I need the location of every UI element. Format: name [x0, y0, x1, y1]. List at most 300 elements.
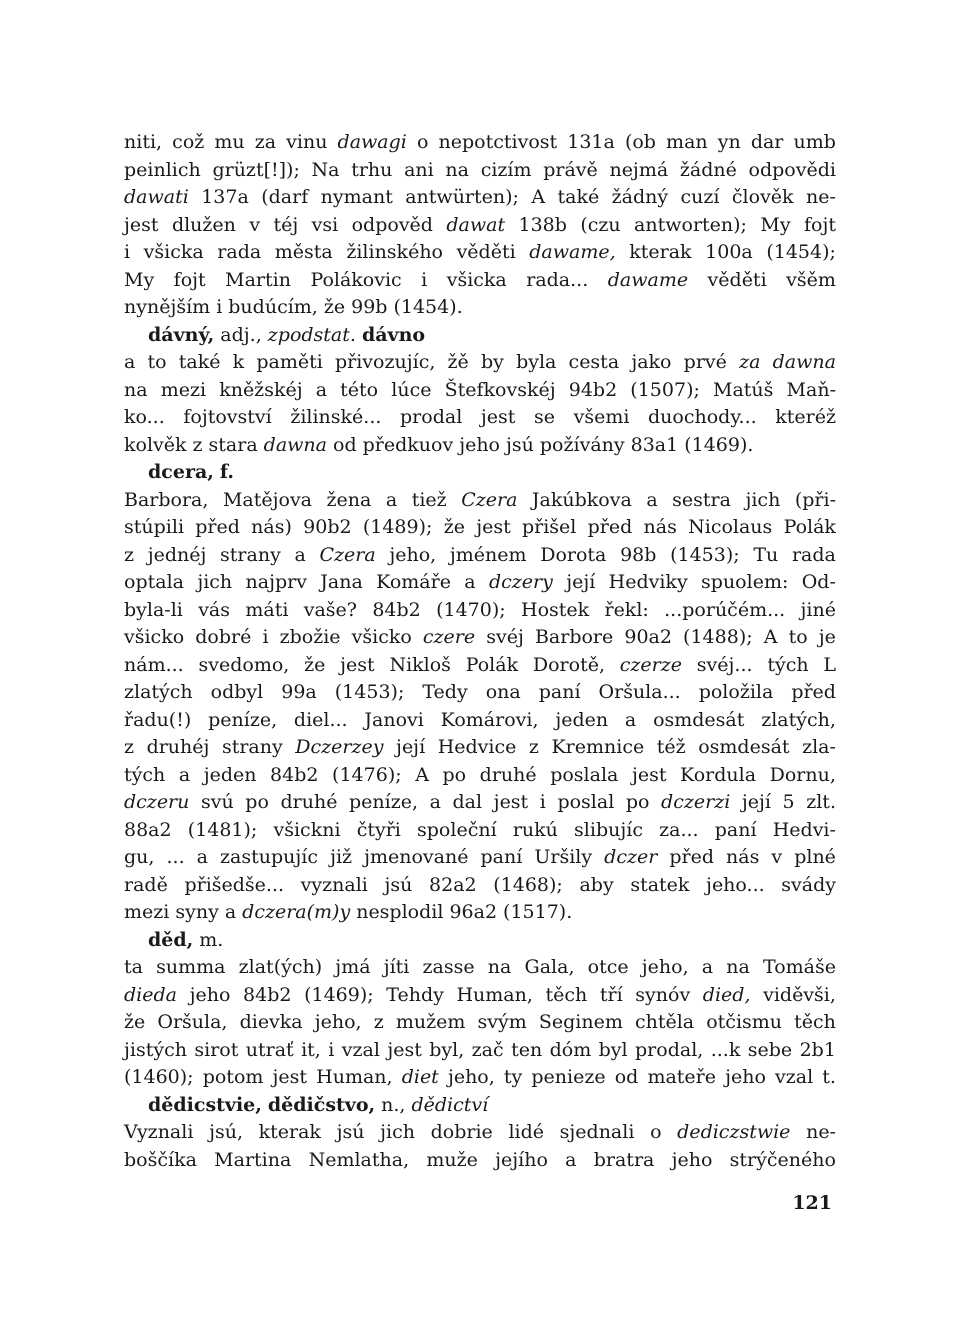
word: požívány — [539, 433, 625, 456]
word: všickni — [273, 818, 341, 841]
word: že — [304, 653, 326, 676]
word: antwürten); — [405, 186, 519, 208]
word: zbožie — [279, 626, 341, 648]
entry-headword-line — [124, 322, 836, 350]
word: tých — [767, 653, 809, 676]
word: kterak — [258, 1121, 321, 1143]
text-line — [124, 129, 836, 157]
word: Maň- — [786, 378, 836, 401]
word: Human, — [316, 1066, 393, 1088]
word: Komárovi, — [440, 708, 539, 731]
word: po — [442, 763, 467, 786]
word: adj., — [220, 323, 262, 346]
word: potom — [202, 1066, 264, 1088]
word: jich — [745, 488, 781, 511]
word: čtyři — [356, 818, 401, 841]
word: gu, — [124, 846, 155, 868]
word: jmá — [335, 956, 371, 978]
word: peinlich — [124, 158, 201, 181]
word: byla-li — [124, 598, 183, 621]
word: viděvši, — [763, 983, 836, 1006]
word: po — [245, 791, 269, 813]
word: summa — [156, 956, 226, 978]
word: jménem — [449, 543, 527, 566]
word: Dorotě, — [532, 653, 605, 676]
word: duochody... — [648, 406, 757, 428]
word: přivozujíc, — [334, 351, 436, 373]
word: prodal, — [635, 1038, 704, 1061]
word: že — [323, 296, 346, 318]
text-line — [124, 349, 836, 377]
word: Hedviky — [608, 571, 688, 593]
word: odpovědi — [748, 158, 836, 181]
word: jeho — [189, 983, 231, 1006]
word: radě — [124, 873, 168, 896]
word: penieze — [531, 1066, 606, 1088]
word: peníze, — [349, 791, 419, 813]
text-line — [124, 377, 836, 405]
word: všicka — [446, 268, 507, 291]
word: Hedvi- — [772, 818, 836, 841]
word: boščíka — [124, 1148, 197, 1171]
word: byla — [516, 351, 557, 373]
text-line — [124, 1009, 836, 1037]
word: grüzt[!]); — [212, 158, 300, 181]
word: Barbora, — [124, 488, 209, 511]
word: paní — [714, 818, 757, 841]
text-line — [124, 1119, 836, 1147]
word: Nicolaus — [688, 516, 773, 538]
word: byl, — [429, 1038, 465, 1061]
word: svéj — [486, 626, 524, 648]
text-line — [124, 294, 836, 322]
word: svú — [200, 791, 234, 813]
word: jsú — [506, 433, 534, 456]
text-line — [124, 652, 836, 680]
word: právě — [543, 158, 598, 181]
word: a — [624, 708, 637, 731]
word: prvé — [683, 351, 727, 373]
word: odbyl — [210, 681, 264, 703]
word: synóv — [635, 983, 691, 1006]
word: dlužen — [171, 213, 236, 236]
word: slibujíc — [574, 818, 643, 841]
word: cesta — [568, 351, 620, 373]
word: Vyznali — [124, 1121, 194, 1143]
word: druhé — [479, 763, 537, 786]
word: ona — [485, 681, 521, 703]
word: jest — [480, 406, 516, 428]
word: jest — [387, 1038, 422, 1061]
word: věděti — [707, 268, 767, 291]
italic-word: dediczstwie — [677, 1121, 791, 1143]
word: ...porúčém... — [664, 598, 786, 621]
word: niti, — [124, 131, 163, 153]
headword: děd, — [148, 928, 194, 951]
word: ani — [404, 158, 434, 181]
text-line — [124, 487, 836, 515]
word: že — [443, 516, 465, 538]
word: člověk — [731, 186, 794, 208]
word: položila — [698, 681, 774, 703]
word: (1517). — [503, 901, 573, 923]
dictionary-page — [124, 129, 836, 1174]
word: dievka — [239, 1011, 303, 1033]
word: aby — [579, 873, 614, 896]
word: (1488); — [683, 626, 753, 648]
word: Od- — [801, 571, 836, 593]
italic-word: dědictví — [411, 1093, 489, 1116]
word: před — [195, 516, 240, 538]
word: Tedy — [422, 681, 468, 703]
word: vaše? — [303, 598, 357, 621]
word: před — [791, 681, 836, 703]
word: 131a — [567, 131, 615, 153]
word: jsú — [336, 1121, 365, 1143]
word: poslal — [557, 791, 615, 813]
word: 84b2 — [270, 763, 319, 786]
word: i — [421, 268, 428, 291]
word: lúce — [391, 378, 432, 401]
word: (czu — [580, 213, 621, 236]
word: téj — [273, 213, 299, 236]
word: jeho, — [447, 1066, 495, 1088]
word: též — [656, 736, 686, 758]
entry-headword-line — [124, 459, 836, 487]
word: o — [650, 1121, 662, 1143]
word: man — [666, 131, 708, 153]
word: ne- — [805, 186, 836, 208]
word: (1476); — [332, 763, 402, 786]
word: 99a — [281, 681, 317, 703]
word: nás) — [251, 516, 292, 538]
word: máti — [245, 598, 289, 621]
word: cuzí — [680, 186, 720, 208]
word: zasse — [422, 956, 475, 978]
word: 94b2 — [568, 378, 618, 401]
italic-word: dczery — [488, 571, 553, 593]
word: n., — [381, 1093, 406, 1116]
text-line — [124, 267, 836, 295]
word: fojt — [803, 213, 836, 236]
word: poslala — [550, 763, 619, 786]
text-line — [124, 982, 836, 1010]
word: strýčeného — [729, 1148, 836, 1171]
headword: dědicstvie, — [148, 1093, 262, 1116]
word: rada — [791, 543, 836, 566]
word: byl — [598, 1038, 628, 1061]
word: zač — [471, 1038, 504, 1061]
word: 90a2 — [624, 626, 672, 648]
word: z — [124, 543, 135, 566]
italic-word: dczerzi — [661, 791, 731, 813]
word: dóm — [549, 1038, 592, 1061]
word: jich — [380, 1121, 415, 1143]
word: kterak — [629, 241, 692, 263]
word: jíti — [383, 956, 410, 978]
word: a — [565, 1148, 577, 1171]
word: i — [124, 241, 131, 263]
word: její — [566, 571, 596, 593]
headword: dávno — [361, 323, 426, 346]
word: mezi — [124, 901, 170, 923]
word: Uršily — [534, 846, 593, 868]
word: žilinského — [346, 241, 443, 263]
text-line — [124, 954, 836, 982]
word: stúpili — [124, 516, 185, 538]
word: sirot — [194, 1038, 239, 1061]
text-line — [124, 844, 836, 872]
word: zlatých, — [761, 708, 836, 731]
word: zlt. — [806, 791, 836, 813]
word: jako — [631, 351, 672, 373]
word: této — [340, 378, 379, 401]
word: Nikloš — [389, 653, 451, 676]
italic-word: za — [739, 351, 761, 373]
word: Tehdy — [386, 983, 444, 1006]
word: budúcím, — [228, 296, 318, 318]
word: syny — [175, 901, 219, 923]
entry-headword-line — [124, 1092, 836, 1120]
italic-word: dawame, — [529, 241, 616, 263]
word: mateře — [647, 1066, 716, 1088]
word: také — [178, 351, 221, 373]
word: 90b2 — [303, 516, 352, 538]
word: 84b2 — [243, 983, 292, 1006]
word: z — [192, 433, 203, 456]
word: vsi — [311, 213, 339, 236]
text-line — [124, 432, 836, 460]
word: (při- — [794, 488, 836, 511]
word: spuolem: — [701, 571, 789, 593]
word: všemi — [573, 406, 630, 428]
word: 88a2 — [124, 818, 172, 841]
word: A — [763, 626, 778, 648]
word: strany — [220, 543, 281, 566]
word: yn — [717, 131, 741, 153]
word: muže — [426, 1148, 478, 1171]
italic-word: czere — [422, 626, 476, 648]
word: řekl: — [604, 598, 649, 621]
word: v — [249, 213, 261, 236]
word: (ob — [624, 131, 656, 153]
italic-word: dieda — [124, 983, 177, 1006]
word: ko... — [124, 406, 165, 428]
text-line — [124, 707, 836, 735]
word: jeden — [555, 708, 609, 731]
word: jeho, — [389, 543, 437, 566]
word: společní — [417, 818, 497, 841]
headword: f. — [219, 461, 235, 483]
italic-word: dawna — [263, 433, 327, 456]
word: jejího — [495, 1148, 548, 1171]
word: vzal — [775, 1066, 814, 1088]
word: 5 — [782, 791, 795, 813]
word: nám... — [124, 653, 184, 676]
text-line — [124, 184, 836, 212]
word: a — [124, 351, 136, 373]
word: 137a — [201, 186, 249, 208]
italic-word: dawame — [607, 268, 689, 291]
word: osmdesát — [698, 736, 790, 758]
word: na — [726, 956, 750, 978]
word: sestra — [672, 488, 731, 511]
word: všěm — [786, 268, 836, 291]
word: jistých — [124, 1038, 187, 1061]
word: mužem — [395, 1011, 466, 1033]
word: Martina — [214, 1148, 292, 1171]
word: dobré — [195, 626, 252, 648]
word: i — [328, 1038, 335, 1061]
word: nesplodil — [356, 901, 444, 923]
word: 100a — [705, 241, 753, 263]
word: 83a1 — [630, 433, 679, 456]
word: a — [294, 543, 306, 566]
word: najprv — [245, 571, 307, 593]
word: utrať — [245, 1038, 294, 1061]
word: A — [531, 186, 546, 208]
word: 84b2 — [372, 598, 421, 621]
text-line — [124, 872, 836, 900]
word: Martin — [225, 268, 291, 291]
text-line — [124, 789, 836, 817]
word: (1468); — [493, 873, 563, 896]
word: přišedše... — [184, 873, 285, 896]
word: na — [487, 956, 512, 978]
word: (1454). — [393, 296, 463, 318]
word: svády — [781, 873, 836, 896]
word: a — [385, 488, 398, 511]
word: Seginem — [538, 1011, 623, 1033]
word: těch — [545, 983, 588, 1006]
word: a — [224, 901, 237, 923]
word: jeho, — [314, 1011, 362, 1033]
word: vás — [198, 598, 231, 621]
word: vyznali — [300, 873, 368, 896]
word: (1469); — [304, 983, 374, 1006]
word: dal — [452, 791, 483, 813]
text-line — [124, 624, 836, 652]
word: a — [315, 378, 328, 401]
italic-word: dawat — [446, 213, 506, 236]
word: jeho — [671, 1148, 713, 1171]
word: (1481); — [187, 818, 258, 841]
word: L — [823, 653, 836, 676]
word: (darf — [261, 186, 309, 208]
word: žádný — [611, 186, 669, 208]
text-line — [124, 734, 836, 762]
word: t. — [822, 1066, 836, 1088]
word: nás — [726, 846, 760, 868]
word: mezi — [160, 378, 207, 401]
word: Jana — [320, 571, 363, 593]
word: což — [172, 131, 205, 153]
word: Matúš — [713, 378, 774, 401]
word: sjednali — [559, 1121, 635, 1143]
italic-word: dczeru — [124, 791, 190, 813]
entry-headword-line — [124, 927, 836, 955]
word: všicka — [143, 241, 204, 263]
word: již — [330, 846, 353, 868]
word: nejmá — [609, 158, 669, 181]
text-line — [124, 817, 836, 845]
word: zlatých — [124, 681, 193, 703]
page-number: 121 — [792, 1192, 832, 1214]
word: přišel — [521, 516, 577, 538]
word: vzal — [341, 1038, 380, 1061]
word: strany — [221, 736, 283, 758]
word: m. — [199, 928, 224, 951]
word: lidé — [508, 1121, 544, 1143]
text-line — [124, 1147, 836, 1175]
word: (1453); — [670, 543, 740, 566]
word: bratra — [593, 1148, 655, 1171]
word: (1454); — [766, 241, 836, 263]
word: jeden — [203, 763, 257, 786]
word: za — [254, 131, 277, 153]
word: nynějším — [124, 296, 211, 318]
italic-word: dczera(m)y — [242, 901, 351, 923]
word: statek — [630, 873, 690, 896]
word: jmenované — [364, 846, 469, 868]
word: jest — [340, 653, 375, 676]
italic-word: dawagi — [337, 131, 407, 153]
word: od — [614, 1066, 639, 1088]
word: zastupujíc — [220, 846, 319, 868]
word: se — [534, 406, 555, 428]
word: Human, — [456, 983, 533, 1006]
word: Dorota — [540, 543, 607, 566]
word: také — [557, 186, 600, 208]
word: jsú, — [209, 1121, 243, 1143]
word: by — [480, 351, 504, 373]
word: (1460); — [124, 1066, 194, 1088]
text-line — [124, 157, 836, 185]
word: cizím — [480, 158, 532, 181]
word: otčismu — [706, 1011, 783, 1033]
word: jednéj — [147, 543, 207, 566]
word: Dornu, — [769, 763, 836, 786]
word: i — [262, 626, 269, 648]
word: na — [445, 158, 469, 181]
word: tých — [124, 763, 166, 786]
word: (1470); — [436, 598, 506, 621]
word: Nemlatha, — [308, 1148, 410, 1171]
text-line — [124, 679, 836, 707]
word: dar — [750, 131, 784, 153]
word: (1469). — [684, 433, 754, 456]
word: (1489); — [362, 516, 433, 538]
italic-word: dczer — [604, 846, 658, 868]
word: mu — [214, 131, 245, 153]
word: po — [625, 791, 650, 813]
word: jest — [493, 791, 529, 813]
word: Oršula... — [598, 681, 681, 703]
word: jiné — [800, 598, 836, 621]
word: z — [124, 736, 135, 758]
word: za... — [659, 818, 699, 841]
word: druhéj — [146, 736, 210, 758]
word: 82a2 — [429, 873, 477, 896]
word: odpověd — [351, 213, 433, 236]
word: diel... — [293, 708, 348, 731]
word: My — [760, 213, 791, 236]
word: My — [124, 268, 155, 291]
word: řadu(!) — [124, 708, 192, 731]
word: rada... — [526, 268, 589, 291]
word: z — [373, 1011, 384, 1033]
italic-word: Czera — [319, 543, 376, 566]
